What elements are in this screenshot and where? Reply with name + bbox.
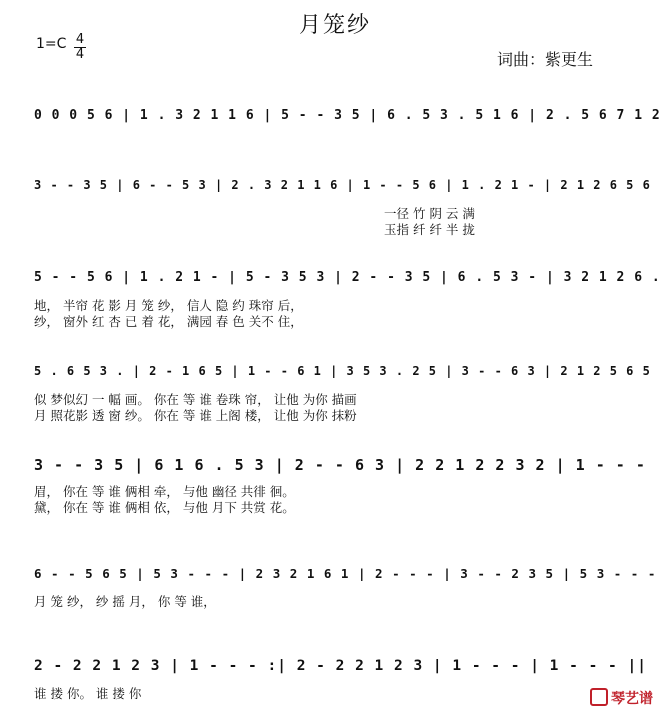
notes-line: 6 - - 5 6 5 | 5 3 - - - | 2 3 2 1 6 1 | 2 - - - | 3 - - 2 3 5 | 5 3 - - - bbox=[34, 566, 657, 581]
time-signature-top: 4 bbox=[75, 32, 85, 47]
time-signature bbox=[74, 33, 86, 62]
lyrics-verse-1: 似 梦似幻 一 幅 画。 你在 等 谁 卷珠 帘， 让他 为你 描画 bbox=[34, 392, 357, 407]
lyrics-verse-2: 玉指 纤 纤 半 拢 bbox=[384, 222, 475, 237]
composer-credit: 词曲：紫更生 bbox=[497, 50, 594, 69]
lyrics-verse-1: 眉， 你在 等 谁 俩相 牵， 与他 幽径 共徘 徊。 bbox=[34, 484, 295, 499]
lyrics-verse-1: 地， 半帘 花 影 月 笼 纱， 信人 隐 约 珠帘 后， bbox=[34, 298, 303, 313]
time-signature-bottom: 4 bbox=[75, 47, 85, 62]
watermark-text: 琴艺谱 bbox=[611, 691, 653, 707]
logo-icon bbox=[590, 688, 608, 706]
lyrics-verse-1: 一径 竹 阴 云 满 bbox=[384, 206, 475, 221]
song-title: 月笼纱 bbox=[298, 13, 371, 38]
notes-line: 2 - 2 2 1 2 3 | 1 - - - :| 2 - 2 2 1 2 3 | 1 - - - | 1 - - - || bbox=[34, 658, 647, 674]
notes-line: 3 - - 3 5 | 6 - - 5 3 | 2 . 3 2 1 1 6 | 1 - - 5 6 | 1 . 2 1 - | 2 1 2 6 5 6 bbox=[34, 178, 651, 192]
lyrics-verse-1: 谁 搂 你。 谁 搂 你 bbox=[34, 686, 142, 701]
lyrics-verse-2: 纱， 窗外 红 杏 已 着 花， 满园 春 色 关不 住， bbox=[34, 314, 303, 329]
notes-line: 5 - - 5 6 | 1 . 2 1 - | 5 - 3 5 3 | 2 - - 3 5 | 6 . 5 3 - | 3 2 1 2 6 . bbox=[34, 270, 661, 285]
lyrics-verse-2: 黛， 你在 等 谁 俩相 依， 与他 月下 共赏 花。 bbox=[34, 500, 295, 515]
lyrics-verse-2: 月 照花影 透 窗 纱。 你在 等 谁 上阁 楼， 让他 为你 抹粉 bbox=[34, 408, 357, 423]
key-signature: 1=C bbox=[36, 36, 67, 52]
notes-line: 3 - - 3 5 | 6 1 6 . 5 3 | 2 - - 6 3 | 2 2 1 2 2 3 2 | 1 - - - bbox=[34, 456, 646, 474]
lyrics-verse-1: 月 笼 纱， 纱 摇 月， 你 等 谁， bbox=[34, 594, 216, 609]
notes-line: 5 . 6 5 3 . | 2 - 1 6 5 | 1 - - 6 1 | 3 5 3 . 2 5 | 3 - - 6 3 | 2 1 2 5 6 5 bbox=[34, 364, 651, 378]
watermark-logo bbox=[590, 688, 662, 710]
notes-line: 0 0 0 5 6 | 1 . 3 2 1 1 6 | 5 - - 3 5 | 6 . 5 3 . 5 1 6 | 2 . 5 6 7 1 2 bbox=[34, 108, 661, 123]
